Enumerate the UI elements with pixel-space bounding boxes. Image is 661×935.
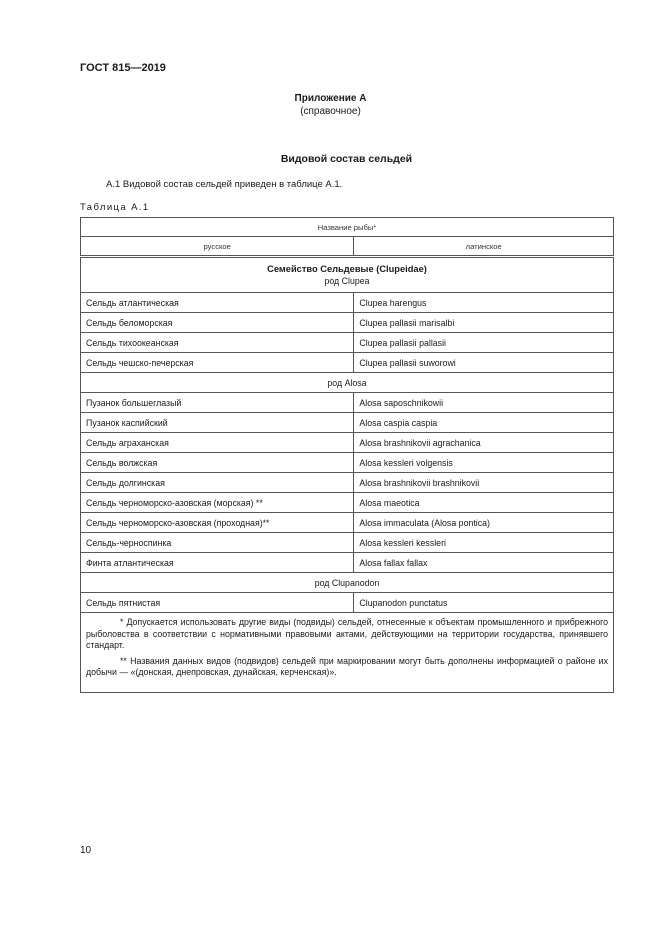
russian-name-cell: Финта атлантическая — [81, 553, 354, 573]
genus-clupea: род Clupea — [324, 276, 370, 286]
russian-name-cell: Сельдь пятнистая — [81, 593, 354, 613]
russian-name-cell: Сельдь тихоокеанская — [81, 333, 354, 353]
table-row — [81, 333, 614, 353]
notes-cell — [81, 613, 614, 693]
table-row — [81, 453, 614, 473]
table-row — [81, 393, 614, 413]
table-row — [81, 493, 614, 513]
genus-row — [81, 573, 614, 593]
header-latin: латинское — [354, 237, 614, 257]
header-russian: русское — [81, 237, 354, 257]
russian-name-cell: Сельдь чешско-печерская — [81, 353, 354, 373]
latin-name-cell: Clupanodon punctatus — [354, 593, 614, 613]
table-label: Таблица А.1 — [80, 202, 150, 213]
table-row — [81, 473, 614, 493]
russian-name-cell: Сельдь-черноспинка — [81, 533, 354, 553]
family-title: Семейство Сельдевые (Clupeidae) — [267, 264, 427, 274]
russian-name-cell: Сельдь черноморско-азовская (проходная)** — [81, 513, 354, 533]
appendix-title: Приложение А — [294, 93, 367, 104]
table-row — [81, 513, 614, 533]
table-row — [81, 433, 614, 453]
footnote: * Допускается использовать другие виды (подвиды) сельдей, отнесенные к объектам промышленного и прибрежного рыболовства в соответствии с нормативными правовыми актами, действующими на территории государства, принявшего стандарт. — [86, 617, 608, 650]
genus-row — [81, 373, 614, 393]
appendix-heading — [0, 92, 661, 118]
russian-name-cell: Сельдь беломорская — [81, 313, 354, 333]
table-subheader-row — [81, 237, 614, 257]
table-row — [81, 413, 614, 433]
genus-cell: род Clupanodon — [81, 573, 614, 593]
latin-name-cell: Alosa kessleri volgensis — [354, 453, 614, 473]
section-title: Видовой состав сельдей — [280, 153, 413, 165]
latin-name-cell: Alosa brashnikovii brashnikovii — [354, 473, 614, 493]
latin-name-cell: Alosa fallax fallax — [354, 553, 614, 573]
russian-name-cell: Сельдь аграханская — [81, 433, 354, 453]
table-row — [81, 593, 614, 613]
table-row — [81, 293, 614, 313]
table-row — [81, 533, 614, 553]
table-header-row — [81, 218, 614, 237]
genus-cell: род Alosa — [81, 373, 614, 393]
russian-name-cell: Сельдь черноморско-азовская (морская) ** — [81, 493, 354, 513]
latin-name-cell: Clupea pallasii pallasii — [354, 333, 614, 353]
russian-name-cell: Пузанок большеглазый — [81, 393, 354, 413]
latin-name-cell: Clupea pallasii suworowi — [354, 353, 614, 373]
table-row — [81, 353, 614, 373]
page-number: 10 — [80, 845, 92, 856]
latin-name-cell: Clupea pallasii marisalbi — [354, 313, 614, 333]
family-cell — [81, 257, 614, 293]
table-row — [81, 313, 614, 333]
species-table — [80, 217, 614, 693]
russian-name-cell: Сельдь атлантическая — [81, 293, 354, 313]
table-row — [81, 553, 614, 573]
latin-name-cell: Alosa saposchnikowii — [354, 393, 614, 413]
latin-name-cell: Alosa immaculata (Alosa pontica) — [354, 513, 614, 533]
latin-name-cell: Alosa maeotica — [354, 493, 614, 513]
appendix-subtitle: (справочное) — [300, 106, 361, 117]
header-fish-name: Название рыбы* — [81, 218, 614, 237]
intro-paragraph: А.1 Видовой состав сельдей приведен в таблице А.1. — [106, 179, 343, 190]
notes-row — [81, 613, 614, 693]
russian-name-cell: Пузанок каспийский — [81, 413, 354, 433]
family-row — [81, 257, 614, 293]
latin-name-cell: Alosa brashnikovii agrachanica — [354, 433, 614, 453]
footnote: ** Названия данных видов (подвидов) сельдей при маркировании могут быть дополнены информацией о районе их добычи — «(донская, днепровская, дунайская, керченская)». — [86, 655, 608, 677]
document-code: ГОСТ 815—2019 — [80, 62, 166, 74]
russian-name-cell: Сельдь долгинская — [81, 473, 354, 493]
latin-name-cell: Alosa caspia caspia — [354, 413, 614, 433]
latin-name-cell: Clupea harengus — [354, 293, 614, 313]
latin-name-cell: Alosa kessleri kessleri — [354, 533, 614, 553]
russian-name-cell: Сельдь волжская — [81, 453, 354, 473]
